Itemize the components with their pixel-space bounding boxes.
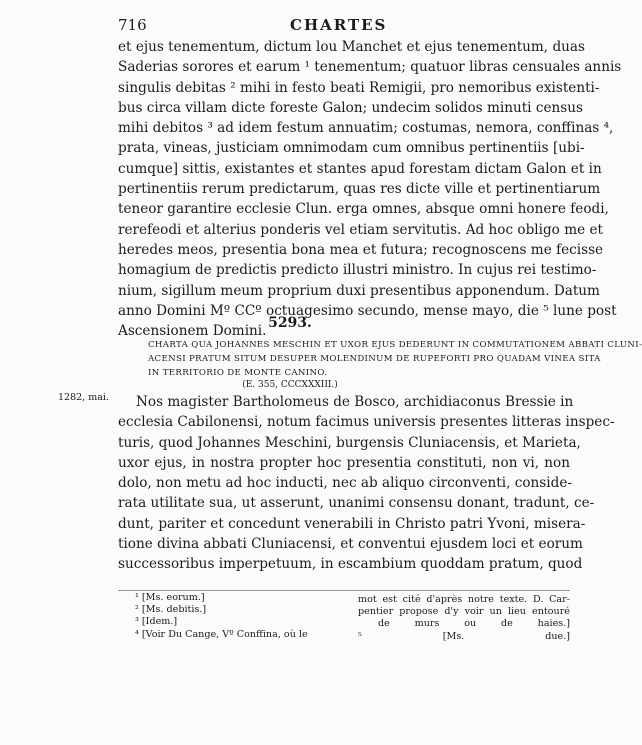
footnote-continuation: pentier propose d'y voir un lieu entouré xyxy=(358,606,570,618)
text-line: singulis debitas ² mihi in festo beati Remigii, pro nemoribus existenti- xyxy=(118,79,600,96)
text-line: anno Domini Mº CCº octuagesimo secundo, mense mayo, die ⁵ lune post xyxy=(118,302,617,319)
text-line: rerefeodi et alterius ponderis vel etiam servitutis. Ad hoc obligo me et xyxy=(118,221,603,238)
text-line: teneor garantire ecclesie Clun. erga omnes, absque omni honere feodi, xyxy=(118,201,609,218)
charter-number: 5293. xyxy=(268,315,312,331)
text-line: uxor ejus, in nostra propter hoc presentia constituti, non vi, non xyxy=(118,454,570,471)
footnotes-right xyxy=(358,594,570,643)
archive-reference: (E. 355, CCCXXXIII.) xyxy=(242,380,338,390)
text-line: Ascensionem Domini. xyxy=(118,323,267,340)
footnote-continuation: de murs ou de haies.] xyxy=(378,618,570,630)
text-line: tione divina abbati Cluniacensi, et conventui ejusdem loci et eorum xyxy=(118,536,583,553)
text-line: dunt, pariter et concedunt venerabili in Christo patri Yvoni, misera- xyxy=(118,515,586,532)
footnote-mark: ⁴ xyxy=(135,628,139,640)
footnote-mark: ² xyxy=(135,604,139,616)
text-line: rata utilitate sua, ut asserunt, unanimi consensu donant, tradunt, ce- xyxy=(118,495,595,512)
margin-date: 1282, mai. xyxy=(58,392,109,403)
summary-line: IN TERRITORIO DE MONTE CANINO. xyxy=(148,368,328,378)
footnote-text: [Ms. debitis.] xyxy=(141,604,207,616)
footnote xyxy=(135,629,335,641)
text-line: Nos magister Bartholomeus de Bosco, archidiaconus Bressie in xyxy=(136,394,574,410)
footnote-mark: ³ xyxy=(135,616,139,628)
footnote xyxy=(135,616,335,628)
footnote-continuation: mot est cité d'après notre texte. D. Car- xyxy=(358,594,570,605)
running-title: CHARTES xyxy=(290,16,388,34)
footnote xyxy=(135,604,335,616)
text-line: mihi debitos ³ ad idem festum annuatim; costumas, nemora, conffinas ⁴, xyxy=(118,120,614,137)
page-number: 716 xyxy=(118,16,147,34)
summary-line: CHARTA QUA JOHANNES MESCHIN ET UXOR EJUS DEDERUNT IN COMMUTATIONEM ABBATI CLUNI- xyxy=(148,340,642,350)
text-line: nium, sigillum meum proprium duxi presentibus apponendum. Datum xyxy=(118,282,600,299)
charter-summary xyxy=(148,338,642,380)
text-line: bus circa villam dicte foreste Galon; undecim solidos minuti census xyxy=(118,99,583,116)
footnote: ⁵ [Ms. due.] xyxy=(358,630,570,642)
summary-line: ACENSI PRATUM SITUM DESUPER MOLENDINUM DE RUPEFORTI PRO QUADAM VINEA SITA xyxy=(148,354,601,364)
paragraph-continued xyxy=(118,37,622,341)
text-line: pertinentiis rerum predictarum, quas res dicte ville et pertinentiarum xyxy=(118,181,601,198)
text-line: ecclesia Cabilonensi, notum facimus universis presentes litteras inspec- xyxy=(118,414,615,431)
footnotes-left xyxy=(135,592,335,641)
footnote-text: [Idem.] xyxy=(141,616,178,628)
charter-text xyxy=(118,392,615,575)
text-line: homagium de predictis predicto illustri ministro. In cujus rei testimo- xyxy=(118,262,597,279)
footnote-rule xyxy=(118,590,570,591)
text-line: turis, quod Johannes Meschini, burgensis Cluniacensis, et Marieta, xyxy=(118,434,581,451)
footnote-mark: ¹ xyxy=(135,592,139,603)
footnote-text: [Ms. eorum.] xyxy=(141,592,205,603)
text-line: dolo, non metu ad hoc inducti, nec ab aliquo circonventi, conside- xyxy=(118,475,572,492)
footnote-text: [Voir Du Cange, Vº Conffina, où le xyxy=(141,628,308,640)
text-line: Saderias sorores et earum ¹ tenementum; quatuor libras censuales annis xyxy=(118,59,622,76)
text-line: cumque] sittis, existantes et stantes apud forestam dictam Galon et in xyxy=(118,160,602,177)
text-line: prata, vineas, justiciam omnimodam cum omnibus pertinentiis [ubi- xyxy=(118,140,585,157)
text-line: et ejus tenementum, dictum lou Manchet et ejus tenementum, duas xyxy=(118,39,585,55)
footnote xyxy=(135,592,335,604)
text-line: heredes meos, presentia bona mea et futura; recognoscens me fecisse xyxy=(118,241,604,258)
text-line: successoribus imperpetuum, in escambium quoddam pratum, quod xyxy=(118,556,583,573)
